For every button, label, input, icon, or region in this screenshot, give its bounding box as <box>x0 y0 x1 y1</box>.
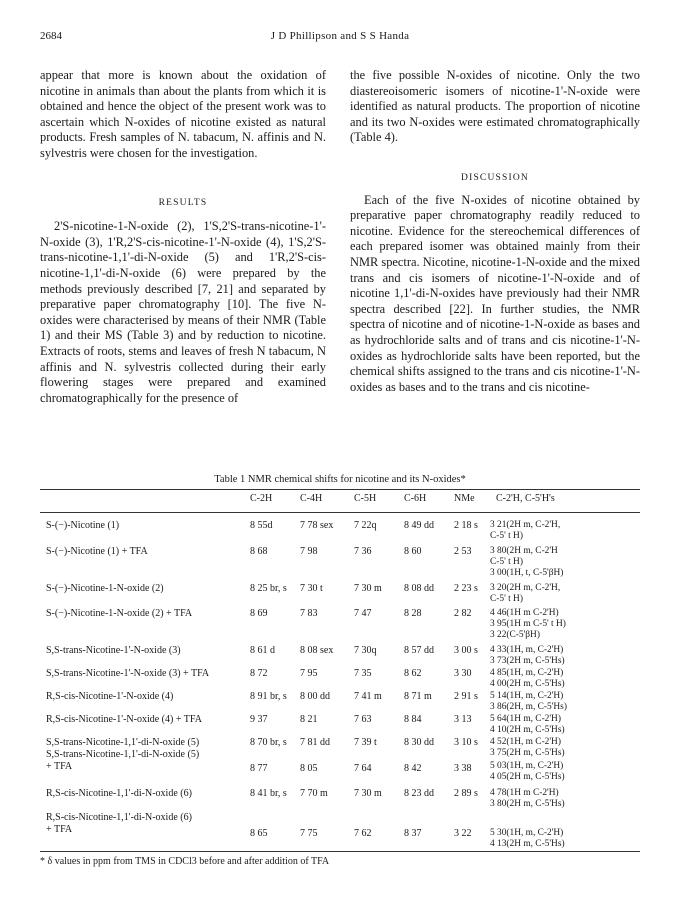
c2h-cell: 8 61 d <box>250 645 275 656</box>
c2h-cell: 8 68 <box>250 546 268 557</box>
running-title: J D Phillipson and S S Handa <box>270 30 410 42</box>
c6h-cell: 8 57 dd <box>404 645 434 656</box>
running-header <box>40 30 640 46</box>
nme-cell: 2 89 s <box>454 788 478 799</box>
c4h-cell: 8 21 <box>300 714 318 725</box>
compound-cell: R,S-cis-Nicotine-1'-N-oxide (4) <box>46 691 174 702</box>
c2h-cell: 9 37 <box>250 714 268 725</box>
nme-cell: 3 38 <box>454 763 472 774</box>
c6h-cell: 8 37 <box>404 828 422 839</box>
c5h-cell: 7 36 <box>354 546 372 557</box>
c5h-cell: 7 64 <box>354 763 372 774</box>
c2-c5-cell: 4 85(1H, m, C-2'H) 4 00(2H m, C-5'Hs) <box>490 668 565 689</box>
continuation-paragraph: the five possible N-oxides of nicotine. Only the two diastereoisomeric isomers of nicotine-1'-N-oxide were identified as natural products. The proportion of nicotine and its two N-oxides were estimated chromatographically (Table 4). <box>350 68 640 145</box>
c2-c5-cell: 3 21(2H m, C-2'H, C-5' t H) <box>490 520 561 541</box>
discussion-heading: DISCUSSION <box>461 172 529 183</box>
c2-c5-cell: 4 78(1H m C-2'H) 3 80(2H m, C-5'Hs) <box>490 788 565 809</box>
c2-c5-cell: 5 30(1H, m, C-2'H) 4 13(2H m, C-5'Hs) <box>490 828 565 849</box>
c6h-cell: 8 30 dd <box>404 737 434 748</box>
c2h-cell: 8 72 <box>250 668 268 679</box>
c4h-cell: 8 00 dd <box>300 691 330 702</box>
table-bottom-rule <box>40 851 640 852</box>
nme-cell: 3 22 <box>454 828 472 839</box>
compound-cell: S-(−)-Nicotine-1-N-oxide (2) + TFA <box>46 608 193 619</box>
results-heading: RESULTS <box>158 197 208 208</box>
c2-c5-cell: 3 80(2H m, C-2'H C-5' t H) 3 00(1H, t, C-5'βH) <box>490 546 564 578</box>
c4h-cell: 7 98 <box>300 546 318 557</box>
column-header: NMe <box>454 493 475 504</box>
c2h-cell: 8 69 <box>250 608 268 619</box>
c5h-cell: 7 30 m <box>354 788 382 799</box>
c2-c5-cell: 5 14(1H, m, C-2'H) 3 86(2H, m, C-5'Hs) <box>490 691 567 712</box>
column-header: C-2'H, C-5'H's <box>496 493 555 504</box>
compound-cell: S,S-trans-Nicotine-1'-N-oxide (3) + TFA <box>46 668 210 679</box>
c5h-cell: 7 22q <box>354 520 377 531</box>
c2-c5-cell: 5 64(1H m, C-2'H) 4 10(2H m, C-5'Hs) <box>490 714 565 735</box>
compound-cell: R,S-cis-Nicotine-1,1'-di-N-oxide (6) + TFA <box>46 812 192 835</box>
nme-cell: 3 13 <box>454 714 472 725</box>
discussion-paragraph: Each of the five N-oxides of nicotine obtained by preparative paper chromatography readily reduced to nicotine. Evidence for the stereochemical differences of each prepared isomer was obtained mainly from their NMR spectra. Nicotine, nicotine-1-N-oxide and the mixed trans and cis isomers of nicotine-1'-N-oxide and of nicotine 1,1'-di-N-oxides have previously had their NMR spectra described [22]. In further studies, the NMR spectra of nicotine and of nicotine-1-N-oxide as bases and as hydrochloride salts and of trans and cis nicotine-1'-N-oxides as hydrochloride salts have been reported, but the chemical shifts assigned to the trans and cis nicotine-1'-N-oxides as bases and to the trans and cis nicotine- <box>350 192 640 394</box>
c2-c5-cell: 4 46(1H m C-2'H) 3 95(1H m C-5' t H) 3 22(C-5'βH) <box>490 608 566 640</box>
c5h-cell: 7 30q <box>354 645 377 656</box>
compound-cell: R,S-cis-Nicotine-1'-N-oxide (4) + TFA <box>46 714 202 725</box>
c2h-cell: 8 91 br, s <box>250 691 287 702</box>
compound-cell: S-(−)-Nicotine (1) <box>46 520 120 531</box>
c6h-cell: 8 49 dd <box>404 520 434 531</box>
c4h-cell: 7 70 m <box>300 788 328 799</box>
compound-cell: R,S-cis-Nicotine-1,1'-di-N-oxide (6) <box>46 788 192 799</box>
nme-cell: 2 91 s <box>454 691 478 702</box>
c4h-cell: 8 05 <box>300 763 318 774</box>
c2-c5-cell: 3 20(2H m, C-2'H, C-5' t H) <box>490 583 561 604</box>
c2-c5-cell: 4 52(1H, m C-2'H) 3 75(2H m, C-5'Hs) <box>490 737 565 758</box>
c6h-cell: 8 08 dd <box>404 583 434 594</box>
c4h-cell: 7 83 <box>300 608 318 619</box>
table-header-row <box>40 493 640 509</box>
c5h-cell: 7 41 m <box>354 691 382 702</box>
compound-cell: S,S-trans-Nicotine-1,1'-di-N-oxide (5) <box>46 737 200 748</box>
nme-cell: 2 18 s <box>454 520 478 531</box>
nme-cell: 3 10 s <box>454 737 478 748</box>
c6h-cell: 8 42 <box>404 763 422 774</box>
c5h-cell: 7 47 <box>354 608 372 619</box>
compound-cell: S-(−)-Nicotine-1-N-oxide (2) <box>46 583 164 594</box>
c5h-cell: 7 35 <box>354 668 372 679</box>
c5h-cell: 7 62 <box>354 828 372 839</box>
c5h-cell: 7 39 t <box>354 737 377 748</box>
c2-c5-cell: 5 03(1H, m, C-2'H) 4 05(2H m, C-5'Hs) <box>490 761 565 782</box>
c6h-cell: 8 60 <box>404 546 422 557</box>
c2h-cell: 8 55d <box>250 520 273 531</box>
c6h-cell: 8 84 <box>404 714 422 725</box>
nme-cell: 2 53 <box>454 546 472 557</box>
page-number: 2684 <box>40 30 62 42</box>
c4h-cell: 7 75 <box>300 828 318 839</box>
c2h-cell: 8 41 br, s <box>250 788 287 799</box>
c6h-cell: 8 62 <box>404 668 422 679</box>
table-caption: Table 1 NMR chemical shifts for nicotine and its N-oxides* <box>214 474 466 485</box>
nme-cell: 3 30 <box>454 668 472 679</box>
c6h-cell: 8 71 m <box>404 691 432 702</box>
compound-cell: S,S-trans-Nicotine-1,1'-di-N-oxide (5) + TFA <box>46 749 200 772</box>
table-top-rule <box>40 489 640 490</box>
column-header: C-5H <box>354 493 377 504</box>
c2h-cell: 8 77 <box>250 763 268 774</box>
c4h-cell: 7 81 dd <box>300 737 330 748</box>
nme-cell: 2 23 s <box>454 583 478 594</box>
c4h-cell: 8 08 sex <box>300 645 334 656</box>
compound-cell: S-(−)-Nicotine (1) + TFA <box>46 546 148 557</box>
c6h-cell: 8 23 dd <box>404 788 434 799</box>
intro-paragraph: appear that more is known about the oxidation of nicotine in animals than about the plants from which it is obtained and hence the object of the present work was to ascertain which N-oxides of nicotine existed as natural products. Fresh samples of N. tabacum, N. affinis and N. sylvestris were chosen for the investigation. <box>40 68 326 160</box>
c4h-cell: 7 78 sex <box>300 520 334 531</box>
c2h-cell: 8 25 br, s <box>250 583 287 594</box>
results-paragraph: 2'S-nicotine-1-N-oxide (2), 1'S,2'S-trans-nicotine-1'-N-oxide (3), 1'R,2'S-cis-nicotine-1'-N-oxide (4), 1'S,2'S-trans-nicotine-1,1'-di-N-oxide (5) and 1'R,2'S-cis-nicotine-1,1'-di-N-oxide (6) were prepared by the methods previously described [7, 21] and separated by preparative paper chromatography [10]. The five N-oxides were characterised by means of their NMR (Table 1) and their MS (Table 3) and by reduction to nicotine. Extracts of roots, stems and leaves of fresh N tabacum, N affinis and N. sylvestris collected during their early flowering stages were prepared and examined chromatographically for the presence of <box>40 219 326 405</box>
c4h-cell: 7 95 <box>300 668 318 679</box>
table-header-rule <box>40 512 640 513</box>
c4h-cell: 7 30 t <box>300 583 323 594</box>
column-header: C-4H <box>300 493 323 504</box>
right-column <box>350 68 640 395</box>
c2h-cell: 8 70 br, s <box>250 737 287 748</box>
c2-c5-cell: 4 33(1H, m, C-2'H) 3 73(2H m, C-5'Hs) <box>490 645 565 666</box>
c2h-cell: 8 65 <box>250 828 268 839</box>
c6h-cell: 8 28 <box>404 608 422 619</box>
table-footnote: * δ values in ppm from TMS in CDCl3 before and after addition of TFA <box>40 856 330 867</box>
c5h-cell: 7 63 <box>354 714 372 725</box>
column-header: C-6H <box>404 493 427 504</box>
column-header: C-2H <box>250 493 273 504</box>
compound-cell: S,S-trans-Nicotine-1'-N-oxide (3) <box>46 645 181 656</box>
nme-cell: 3 00 s <box>454 645 478 656</box>
left-column <box>40 68 326 406</box>
c5h-cell: 7 30 m <box>354 583 382 594</box>
nme-cell: 2 82 <box>454 608 472 619</box>
